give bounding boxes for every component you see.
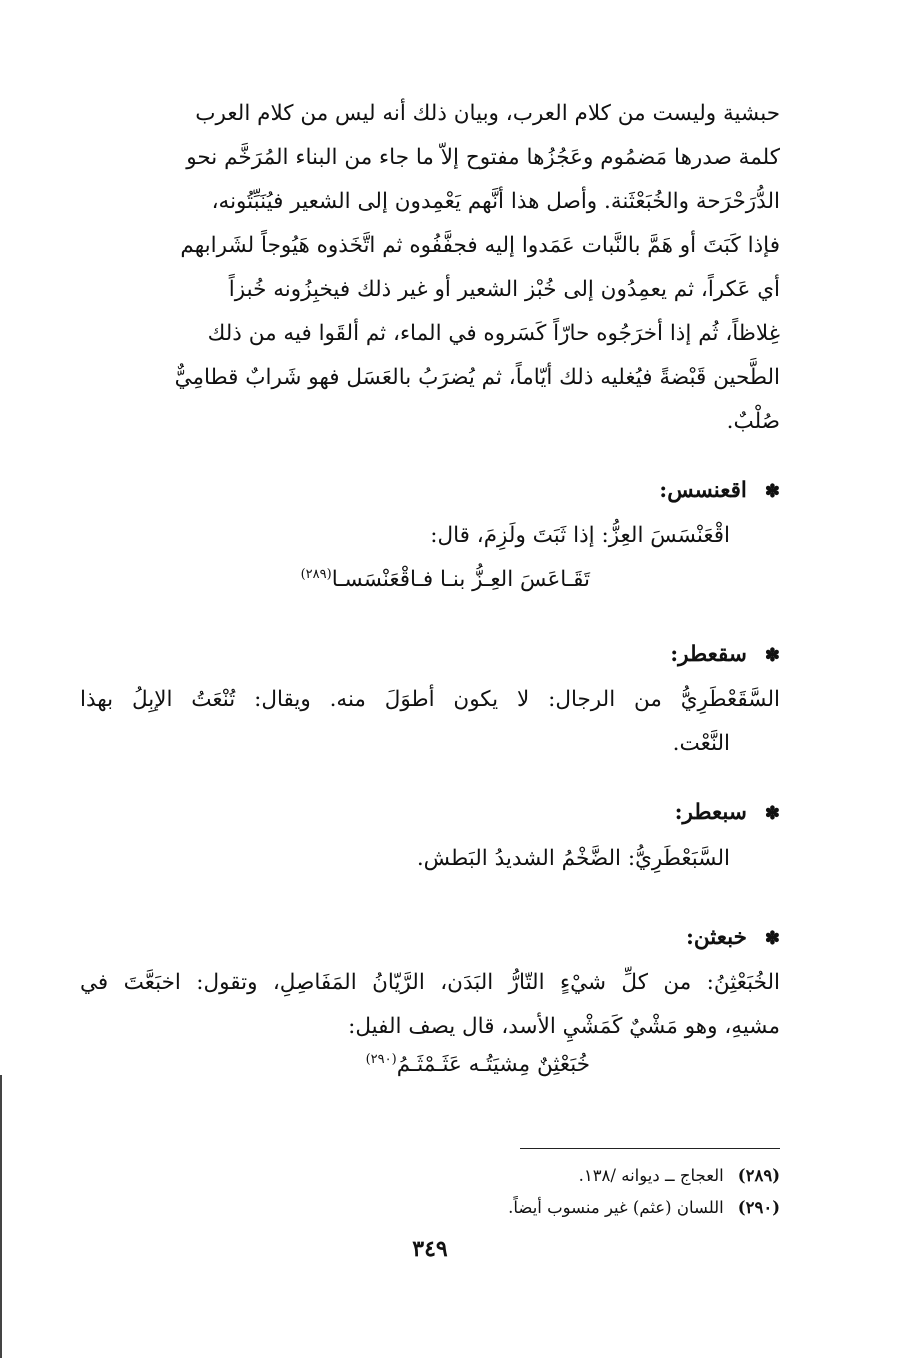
text-line: الطَّحين قَبْضةً فيُغليه ذلك أيّاماً، ثم يُضرَبُ بالعَسَل فهو شَرابٌ قطامِيٌّ — [174, 365, 780, 390]
footnote-ref: (٢٨٩) — [300, 567, 332, 582]
intro-paragraph — [80, 92, 780, 444]
entry-text: اقْعَنْسَسَ العِزُّ: إذا ثَبَتَ ولَزِمَ، قال: — [430, 523, 730, 548]
entry-text: السَّقَعْطَرِيُّ من الرجال: لا يكون أطوَلَ منه. ويقال: تُنْعَتُ الإبِلُ بهذا — [80, 687, 780, 712]
entry-heading: ✽اقعنسس: — [659, 478, 780, 503]
text-line: الدُّرَحْرَحة والخُبَعْثَنة. وأصل هذا أنَّهم يَعْمِدون إلى الشعير فيُنَبِّتُونه، — [211, 189, 780, 214]
text-line: كلمة صدرها مَضمُوم وعَجُزُها مفتوح إلاّ ما جاء من البناء المُرَخَّم نحو — [186, 145, 780, 170]
footnote-ref: (٢٩٠) — [365, 1052, 397, 1067]
text-line: صُلْبٌ. — [726, 409, 780, 434]
document-page — [80, 0, 780, 1358]
page-edge — [0, 1075, 2, 1358]
asterisk-icon: ✽ — [764, 645, 780, 666]
entry-text: الخُبَعْثِنُ: من كلِّ شيْءٍ التّارُّ البَدَن، الرَّيّانُ المَفَاصِلِ، وتقول: اخبَعَّتَ في — [80, 970, 780, 995]
text-line: حبشية وليست من كلام العرب، وبيان ذلك أنه ليس من كلام العرب — [195, 101, 780, 126]
asterisk-icon: ✽ — [764, 481, 780, 502]
text-line: غِلاظاً، ثُم إذا أخرَجُوه حارّاً كَسَروه في الماء، ثم ألقَوا فيه من ذلك — [207, 321, 780, 346]
footnote: (٢٩٠)اللسان (عثم) غير منسوب أيضاً. — [508, 1198, 780, 1217]
entry-text: مشيهِ، وهو مَشْيٌ كَمَشْيِ الأسد، قال يصف الفيل: — [348, 1014, 780, 1039]
asterisk-icon: ✽ — [764, 803, 780, 824]
verse-line: تَقَـاعَسَ العِـزُّ بنـا فـاقْعَنْسَسـا$^{(٢٨٩)}$ — [300, 567, 590, 593]
entry-text: النَّعْت. — [672, 731, 730, 756]
page-number: ٣٤٩ — [412, 1236, 448, 1262]
footnote-divider — [520, 1148, 780, 1149]
entry-heading: ✽سبعطر: — [674, 800, 780, 825]
text-line: فإذا كَبَتَ أو هَمَّ بالنَّبات عَمَدوا إليه فجفَّفُوه ثم اتَّخَذوه هَيُوجاً لشَرابهم — [180, 233, 780, 258]
text-line: أي عَكراً، ثم يعمِدُون إلى خُبْز الشعير أو غير ذلك فيخبِزُونه خُبزاً — [228, 277, 780, 302]
entry-heading: ✽سقعطر: — [670, 642, 780, 667]
asterisk-icon: ✽ — [764, 928, 780, 949]
entry-text: السَّبَعْطَرِيُّ: الضَّخْمُ الشديدُ البَطش. — [416, 846, 730, 871]
footnote: (٢٨٩)العجاج ــ ديوانه /١٣٨. — [578, 1166, 780, 1185]
verse-line: خُبَعْثِنٌ مِشيَتُـه عَثَـمْثَـمُ$^{(٢٩٠)}$ — [365, 1052, 590, 1078]
entry-heading: ✽خبعثن: — [685, 925, 780, 950]
